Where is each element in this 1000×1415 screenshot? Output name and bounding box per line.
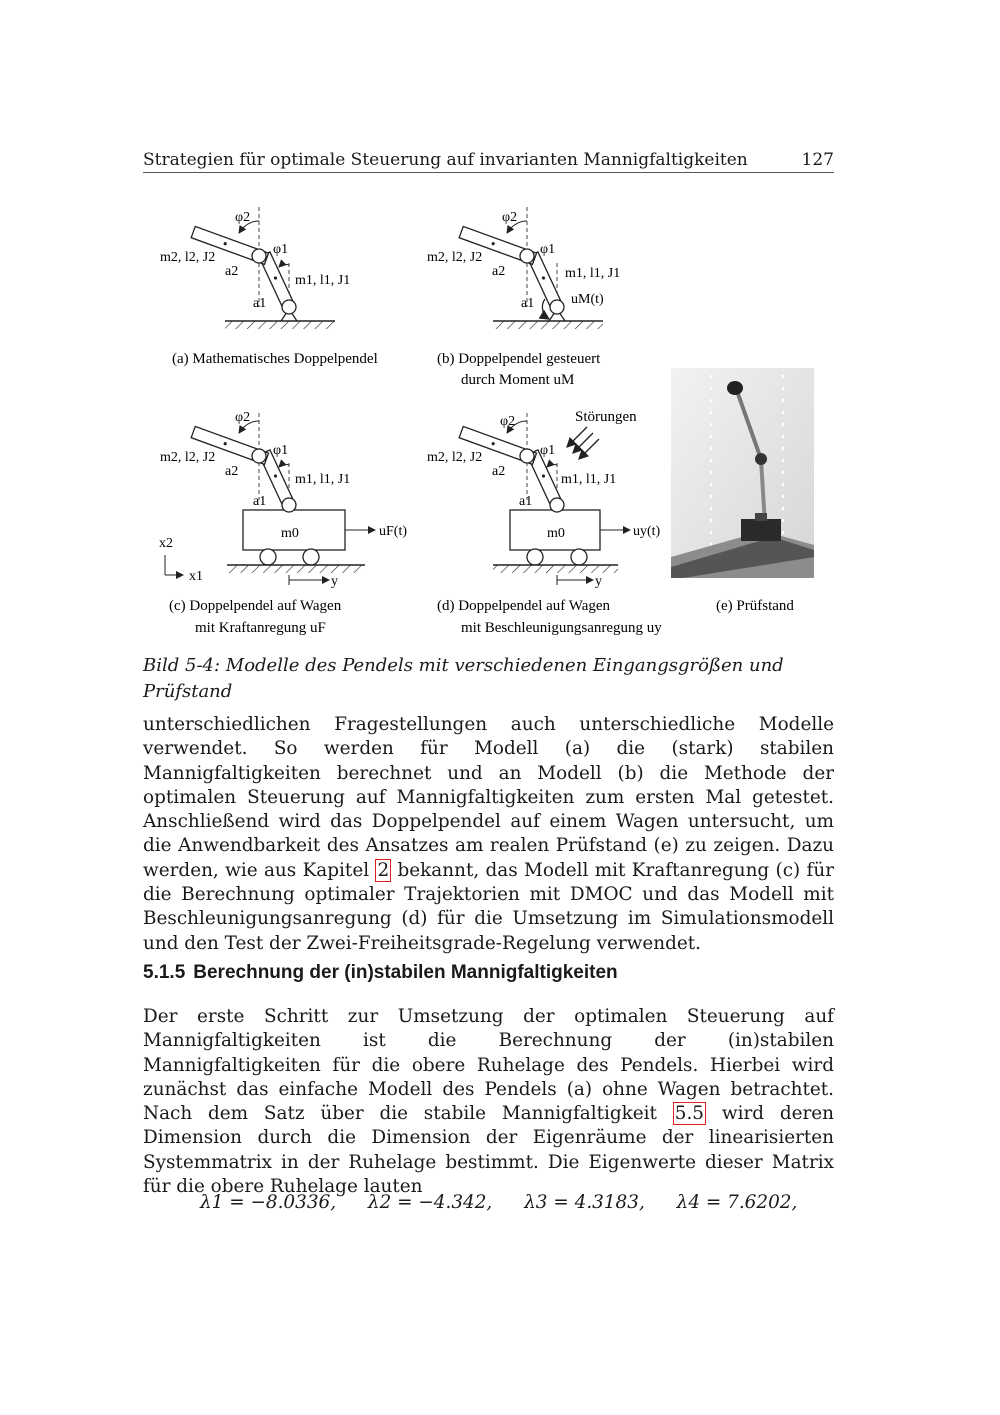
label-phi1-c: φ1 [273,443,289,458]
subcaption-e: (e) Prüfstand [716,598,794,614]
label-uf: uF(t) [379,524,407,539]
paragraph-manifolds [143,1005,834,1199]
label-uy: uy(t) [633,524,661,539]
label-a1-b: a1 [521,296,535,311]
paragraph-models-text-2: bekannt, das Modell mit Kraftanregung (c) für die Berechnung optimaler Trajektorien mit DMOC und das Modell mit Beschleunigungsanregung (d) für die Umsetzung im Simulationsmodell und den Test der Zwei-Freiheitsgrade-Regelung verwendet. [143,859,834,954]
label-y-c: y [331,574,338,589]
figure-drawing [143,195,843,650]
label-phi1: φ1 [273,242,289,257]
eigenvalue-4: λ4 = 7.6202, [676,1192,798,1213]
running-title: Strategien für optimale Steuerung auf invarianten Mannigfaltigkeiten [143,150,748,170]
subcaption-d-line1: (d) Doppelpendel auf Wagen [437,598,611,614]
label-a2-d: a2 [492,464,506,479]
label-x1: x1 [189,569,203,584]
subcaption-b-line1: (b) Doppelpendel gesteuert [437,351,601,367]
label-phi2-c: φ2 [235,410,251,425]
label-m0-d: m0 [547,526,565,541]
label-phi1-d: φ1 [540,443,556,458]
eigenvalue-3: λ3 = 4.3183, [524,1192,645,1213]
figure-pendulum-models [143,195,843,650]
label-a1-c: a1 [253,494,267,509]
paragraph-models [143,713,834,956]
label-x2: x2 [159,536,173,551]
label-m2l2j2-b: m2, l2, J2 [427,250,483,265]
label-a1: a1 [253,296,267,311]
section-heading [143,962,618,984]
paragraph-manifolds-text-2: wird deren Dimension durch die Dimension der Eigenräume der linearisierten Systemmatrix in der Ruhelage bestimmt. Die Eigenwerte dieser Matrix für die obere Ruhelage lauten [143,1103,834,1198]
subcaption-c-line1: (c) Doppelpendel auf Wagen [169,598,342,614]
label-phi2: φ2 [235,210,251,225]
eigenvalue-1: λ1 = −8.0336, [200,1192,337,1213]
diagram-c [159,410,407,636]
photo-pruefstand [671,368,814,614]
label-m2l2j2-c: m2, l2, J2 [160,450,216,465]
diagram-d [427,409,662,636]
page-header [143,148,834,173]
label-m2l2j2-d: m2, l2, J2 [427,450,483,465]
label-um: uM(t) [571,292,604,307]
label-stoerungen: Störungen [575,409,637,425]
label-m2l2j2: m2, l2, J2 [160,250,216,265]
paragraph-models-text-1: unterschiedlichen Fragestellungen auch unterschiedliche Modelle verwendet. So werden für Modell (a) die (stark) stabilen Mannigfaltigkeiten berechnet und an Modell (b) die Methode der optimalen Steuerung auf Mannigfaltigkeiten zum ersten Mal getestet. Anschließend wird das Doppelpendel auf einem Wagen untersucht, um die Anwendbarkeit des Ansatzes am realen Prüfstand (e) zu zeigen. Dazu werden, wie aus Kapitel [143,714,834,881]
page-number: 127 [801,150,834,170]
label-phi2-b: φ2 [502,210,518,225]
label-phi2-d: φ2 [500,414,516,429]
subcaption-c-line2: mit Kraftanregung uF [195,620,326,636]
label-m1l1j1-c: m1, l1, J1 [295,472,351,487]
label-phi1-b: φ1 [540,242,556,257]
label-m1l1j1-d: m1, l1, J1 [561,472,617,487]
eigenvalue-equation [200,1192,823,1213]
subcaption-a: (a) Mathematisches Doppelpendel [172,351,378,367]
label-a2-c: a2 [225,464,239,479]
eigenvalue-2: λ2 = −4.342, [367,1192,493,1213]
section-title: Berechnung der (in)stabilen Mannigfaltigkeiten [193,962,618,983]
label-a1-d: a1 [519,494,533,509]
section-number: 5.1.5 [143,962,186,983]
label-y-d: y [595,574,602,589]
label-m1l1j1: m1, l1, J1 [295,273,351,288]
label-a2-b: a2 [492,264,506,279]
diagram-a [160,207,378,367]
subcaption-b-line2: durch Moment uM [461,372,575,388]
label-m0-c: m0 [281,526,299,541]
paragraph-manifolds-text-1: Der erste Schritt zur Umsetzung der optimalen Steuerung auf Mannigfaltigkeiten ist die Berechnung der (in)stabilen Mannigfaltigkeiten für die obere Ruhelage des Pendels. Hierbei wird zunächst das einfache Modell des Pendels (a) ohne Wagen betrachtet. Nach dem Satz über die stabile Mannigfaltigkeit [143,1006,834,1125]
chapter-ref-link[interactable]: 2 [377,859,390,881]
theorem-ref-link[interactable]: 5.5 [674,1103,705,1125]
label-a2: a2 [225,264,239,279]
label-m1l1j1-b: m1, l1, J1 [565,266,621,281]
figure-caption: Bild 5-4: Modelle des Pendels mit verschiedenen Eingangsgrößen und Prüfstand [143,655,784,702]
subcaption-d-line2: mit Beschleunigungsanregung uy [461,620,662,636]
diagram-b [427,207,620,388]
